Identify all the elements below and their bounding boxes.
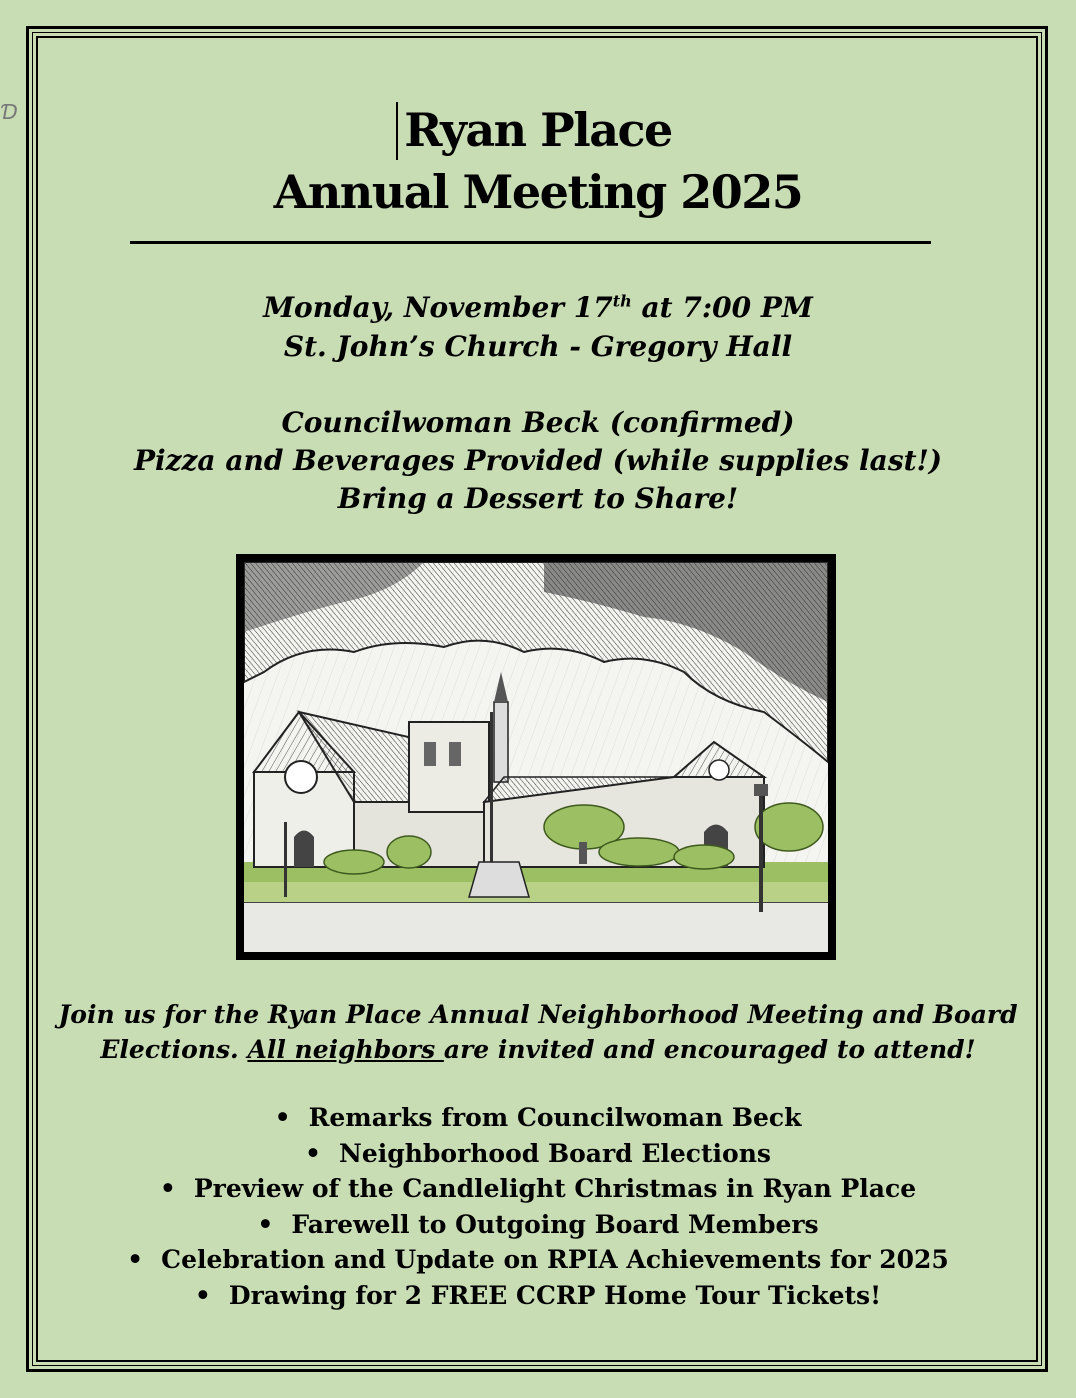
agenda-item-text: Drawing for 2 FREE CCRP Home Tour Tickets! [228,1280,882,1310]
highlight-dessert[interactable]: Bring a Dessert to Share! [337,482,739,515]
bullet-icon: • [274,1103,291,1132]
church-sketch-image [236,554,836,960]
event-date-suffix: th [612,291,632,311]
invite-line-1[interactable]: Join us for the Ryan Place Annual Neighborhood Meeting and Board [58,1000,1018,1029]
agenda-item[interactable] [0,1207,1076,1243]
invite-line-2-end: are invited and encouraged to attend! [443,1035,976,1064]
agenda-list [0,1100,1076,1313]
agenda-item[interactable] [0,1242,1076,1278]
event-date-prefix: Monday, November 17 [263,291,613,324]
event-location[interactable]: St. John’s Church - Gregory Hall [283,330,793,363]
event-time: at 7:00 PM [631,291,813,324]
bullet-icon: • [159,1174,176,1203]
agenda-item-text: Remarks from Councilwoman Beck [308,1103,802,1132]
agenda-item[interactable] [0,1171,1076,1207]
agenda-item-text: Neighborhood Board Elections [339,1138,771,1168]
invite-line-2-start: Elections. [100,1035,248,1064]
highlight-speaker[interactable]: Councilwoman Beck (confirmed) [281,406,795,439]
title-divider [130,241,931,244]
bullet-icon: • [305,1138,321,1168]
bullet-icon: • [257,1209,274,1239]
agenda-item-text: Preview of the Candlelight Christmas in Ryan Place [193,1174,917,1203]
agenda-item-text: Farewell to Outgoing Board Members [291,1209,819,1239]
bullet-icon: • [194,1280,211,1310]
agenda-item[interactable] [0,1136,1076,1172]
invite-line-2[interactable] [0,1032,1076,1067]
bullet-icon: • [127,1245,144,1274]
event-date[interactable] [0,289,1076,327]
margin-mark-icon: Ɗ [0,100,17,124]
highlight-food[interactable]: Pizza and Beverages Provided (while supplies last!) [133,444,943,477]
agenda-item[interactable] [0,1278,1076,1314]
invite-underlined-text: All neighbors [247,1035,444,1064]
agenda-item[interactable] [0,1100,1076,1136]
agenda-item-text: Celebration and Update on RPIA Achievements for 2025 [161,1245,949,1274]
title-line-1[interactable]: Ryan Place [404,103,672,157]
title-line-2[interactable]: Annual Meeting 2025 [273,165,803,219]
